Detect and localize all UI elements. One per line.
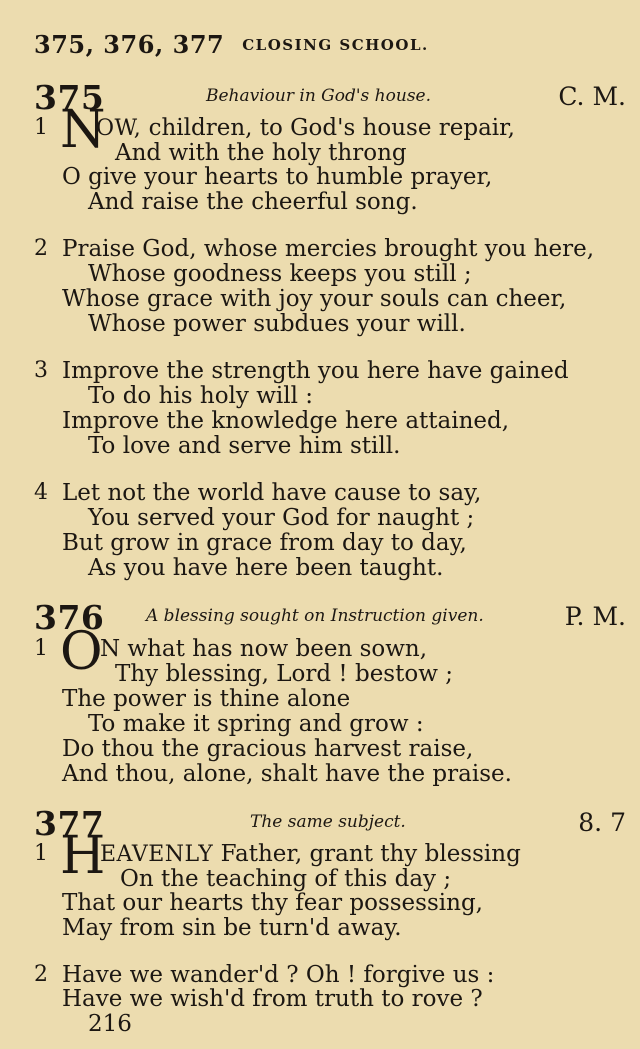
running-head-title: CLOSING SCHOOL. [242,36,429,54]
running-head [34,30,429,59]
verse-line: To love and serve him still. [88,433,401,459]
verse-line: Let not the world have cause to say, [62,480,482,506]
verse-number: 2 [34,962,48,987]
verse-number: 1 [34,841,48,866]
verse-line: Improve the knowledge here attained, [62,408,510,434]
hymn-number: 375 [34,78,105,117]
verse-line: But grow in grace from day to day, [62,530,467,556]
hymn-meter: 8. 7 [578,808,626,837]
running-head-numbers: 375, 376, 377 [34,30,225,59]
verse-line: OW, children, to God's house repair, [96,115,515,141]
hymn-number: 377 [34,804,105,843]
verse-line: O give your hearts to humble prayer, [62,164,493,190]
verse-line: On the teaching of this day ; [120,866,452,892]
verse-line: Whose goodness keeps you still ; [88,261,472,287]
verse-number: 1 [34,115,48,140]
verse-number: 2 [34,236,48,261]
page-number: 216 [88,1011,132,1037]
verse-line: You served your God for naught ; [88,505,475,531]
verse-line: The power is thine alone [62,686,351,712]
verse-number: 3 [34,358,48,383]
verse-number: 4 [34,480,48,505]
verse-line: N what has now been sown, [100,636,428,662]
verse-line: Thy blessing, Lord ! bestow ; [115,661,453,687]
verse-line: To do his holy will : [88,383,314,409]
verse-line: Praise God, whose mercies brought you here, [62,236,595,262]
hymn-377-header [34,804,626,843]
drop-cap: O [60,622,103,682]
verse-line: And raise the cheerful song. [88,189,418,215]
verse-line: EAVENLY Father, grant thy blessing [100,841,521,867]
drop-cap: H [60,826,106,886]
verse-line: And with the holy throng [115,140,407,166]
hymn-subtitle: The same subject. [250,812,406,832]
hymn-number: 376 [34,598,105,637]
hymn-subtitle: Behaviour in God's house. [206,86,432,106]
hymn-meter: P. M. [564,602,626,631]
hymn-subtitle: A blessing sought on Instruction given. [146,606,484,626]
verse-line: That our hearts thy fear possessing, [62,890,483,916]
verse-line: Whose grace with joy your souls can cheer, [62,286,567,312]
verse-number: 1 [34,636,48,661]
hymn-meter: C. M. [558,82,626,111]
verse-line: Have we wish'd from truth to rove ? [62,986,483,1012]
verse-line: May from sin be turn'd away. [62,915,402,941]
hymn-375-header [34,78,626,117]
verse-line: Do thou the gracious harvest raise, [62,736,474,762]
hymn-376-header [34,598,626,637]
verse-line: Improve the strength you here have gained [62,358,569,384]
verse-line: Have we wander'd ? Oh ! forgive us : [62,962,495,988]
verse-line: As you have here been taught. [88,555,444,581]
verse-line: To make it spring and grow : [88,711,424,737]
verse-line: And thou, alone, shalt have the praise. [62,761,512,787]
drop-cap: N [60,100,106,160]
verse-line: Whose power subdues your will. [88,311,466,337]
